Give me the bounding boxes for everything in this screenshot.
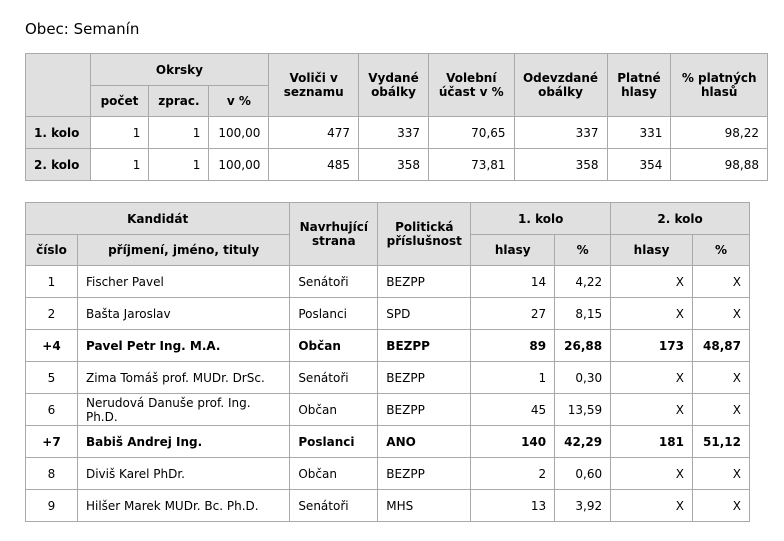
cell-hlasy2: 181 xyxy=(611,426,693,458)
cell-pct1: 8,15 xyxy=(555,298,611,330)
cell-jmeno: Bašta Jaroslav xyxy=(77,298,289,330)
cell-pct2: X xyxy=(692,458,749,490)
cell-volici: 477 xyxy=(269,117,359,149)
table-row xyxy=(26,266,750,298)
cell-platne: 354 xyxy=(607,149,671,181)
cell-pct1: 13,59 xyxy=(555,394,611,426)
header-cislo: číslo xyxy=(26,235,78,266)
cell-strana: Senátoři xyxy=(290,266,378,298)
cell-strana: Občan xyxy=(290,330,378,362)
cell-pct1: 0,30 xyxy=(555,362,611,394)
cell-cislo: 1 xyxy=(26,266,78,298)
cell-hlasy2: X xyxy=(611,298,693,330)
table-row xyxy=(26,426,750,458)
cell-jmeno: Nerudová Danuše prof. Ing. Ph.D. xyxy=(77,394,289,426)
cell-pct2: X xyxy=(692,298,749,330)
cell-hlasy2: X xyxy=(611,394,693,426)
candidates-table xyxy=(25,202,750,522)
header-hlasy1: hlasy xyxy=(471,235,555,266)
cell-strana: Senátoři xyxy=(290,490,378,522)
corner-cell xyxy=(26,54,91,117)
cell-jmeno: Hilšer Marek MUDr. Bc. Ph.D. xyxy=(77,490,289,522)
cell-prislusnost: ANO xyxy=(378,426,471,458)
cell-ucast: 73,81 xyxy=(428,149,514,181)
cell-odevzdane: 358 xyxy=(514,149,607,181)
cell-pct2: X xyxy=(692,362,749,394)
cell-hlasy1: 140 xyxy=(471,426,555,458)
header-hlasy2: hlasy xyxy=(611,235,693,266)
cell-jmeno: Pavel Petr Ing. M.A. xyxy=(77,330,289,362)
cell-strana: Občan xyxy=(290,394,378,426)
cell-pct: 98,22 xyxy=(671,117,768,149)
cell-pct2: X xyxy=(692,490,749,522)
cell-pocet: 1 xyxy=(90,149,149,181)
cell-hlasy2: X xyxy=(611,490,693,522)
cell-pct2: 51,12 xyxy=(692,426,749,458)
header-odevzdane: Odevzdané obálky xyxy=(514,54,607,117)
cell-cislo: +7 xyxy=(26,426,78,458)
cell-pct: 98,88 xyxy=(671,149,768,181)
cell-pct1: 4,22 xyxy=(555,266,611,298)
cell-vydane: 358 xyxy=(359,149,429,181)
cell-prislusnost: BEZPP xyxy=(378,266,471,298)
header-platne: Platné hlasy xyxy=(607,54,671,117)
cell-pocet: 1 xyxy=(90,117,149,149)
cell-pct1: 0,60 xyxy=(555,458,611,490)
cell-odevzdane: 337 xyxy=(514,117,607,149)
cell-hlasy1: 45 xyxy=(471,394,555,426)
table-row xyxy=(26,298,750,330)
cell-hlasy1: 2 xyxy=(471,458,555,490)
cell-hlasy2: X xyxy=(611,362,693,394)
cell-cislo: +4 xyxy=(26,330,78,362)
cell-strana: Poslanci xyxy=(290,426,378,458)
cell-pct2: X xyxy=(692,394,749,426)
header-pct-platnych: % platných hlasů xyxy=(671,54,768,117)
cell-hlasy1: 89 xyxy=(471,330,555,362)
table-row xyxy=(26,394,750,426)
cell-prislusnost: BEZPP xyxy=(378,362,471,394)
header-zprac: zprac. xyxy=(149,86,209,117)
cell-jmeno: Zima Tomáš prof. MUDr. DrSc. xyxy=(77,362,289,394)
header-okrsky: Okrsky xyxy=(90,54,269,86)
header-jmeno: příjmení, jméno, tituly xyxy=(77,235,289,266)
header-strana: Navrhující strana xyxy=(290,203,378,266)
cell-hlasy1: 14 xyxy=(471,266,555,298)
cell-cislo: 9 xyxy=(26,490,78,522)
header-kolo1: 1. kolo xyxy=(471,203,611,235)
cell-prislusnost: MHS xyxy=(378,490,471,522)
cell-pct1: 42,29 xyxy=(555,426,611,458)
cell-prislusnost: BEZPP xyxy=(378,458,471,490)
cell-cislo: 5 xyxy=(26,362,78,394)
cell-hlasy1: 1 xyxy=(471,362,555,394)
cell-pct1: 26,88 xyxy=(555,330,611,362)
cell-ucast: 70,65 xyxy=(428,117,514,149)
cell-zprac: 1 xyxy=(149,149,209,181)
cell-vpct: 100,00 xyxy=(209,149,269,181)
cell-volici: 485 xyxy=(269,149,359,181)
header-vydane: Vydané obálky xyxy=(359,54,429,117)
cell-hlasy1: 13 xyxy=(471,490,555,522)
cell-prislusnost: BEZPP xyxy=(378,330,471,362)
cell-prislusnost: SPD xyxy=(378,298,471,330)
header-pct1: % xyxy=(555,235,611,266)
cell-prislusnost: BEZPP xyxy=(378,394,471,426)
table-row xyxy=(26,458,750,490)
cell-pct1: 3,92 xyxy=(555,490,611,522)
cell-hlasy2: 173 xyxy=(611,330,693,362)
table-row xyxy=(26,117,768,149)
header-pct2: % xyxy=(692,235,749,266)
summary-table xyxy=(25,53,768,181)
cell-jmeno: Diviš Karel PhDr. xyxy=(77,458,289,490)
cell-jmeno: Babiš Andrej Ing. xyxy=(77,426,289,458)
header-kandidat: Kandidát xyxy=(26,203,290,235)
cell-vpct: 100,00 xyxy=(209,117,269,149)
cell-jmeno: Fischer Pavel xyxy=(77,266,289,298)
header-vpct: v % xyxy=(209,86,269,117)
table-row xyxy=(26,330,750,362)
cell-hlasy2: X xyxy=(611,266,693,298)
cell-cislo: 6 xyxy=(26,394,78,426)
table-row xyxy=(26,149,768,181)
cell-strana: Poslanci xyxy=(290,298,378,330)
header-kolo2: 2. kolo xyxy=(611,203,750,235)
cell-pct2: X xyxy=(692,266,749,298)
cell-strana: Senátoři xyxy=(290,362,378,394)
cell-vydane: 337 xyxy=(359,117,429,149)
page-title: Obec: Semanín xyxy=(25,20,140,38)
header-prislusnost: Politická příslušnost xyxy=(378,203,471,266)
header-pocet: počet xyxy=(90,86,149,117)
round-label: 2. kolo xyxy=(26,149,91,181)
cell-cislo: 2 xyxy=(26,298,78,330)
cell-strana: Občan xyxy=(290,458,378,490)
header-volici: Voliči v seznamu xyxy=(269,54,359,117)
cell-platne: 331 xyxy=(607,117,671,149)
cell-hlasy2: X xyxy=(611,458,693,490)
cell-pct2: 48,87 xyxy=(692,330,749,362)
cell-hlasy1: 27 xyxy=(471,298,555,330)
table-row xyxy=(26,490,750,522)
cell-zprac: 1 xyxy=(149,117,209,149)
table-row xyxy=(26,362,750,394)
cell-cislo: 8 xyxy=(26,458,78,490)
round-label: 1. kolo xyxy=(26,117,91,149)
header-ucast: Volební účast v % xyxy=(428,54,514,117)
